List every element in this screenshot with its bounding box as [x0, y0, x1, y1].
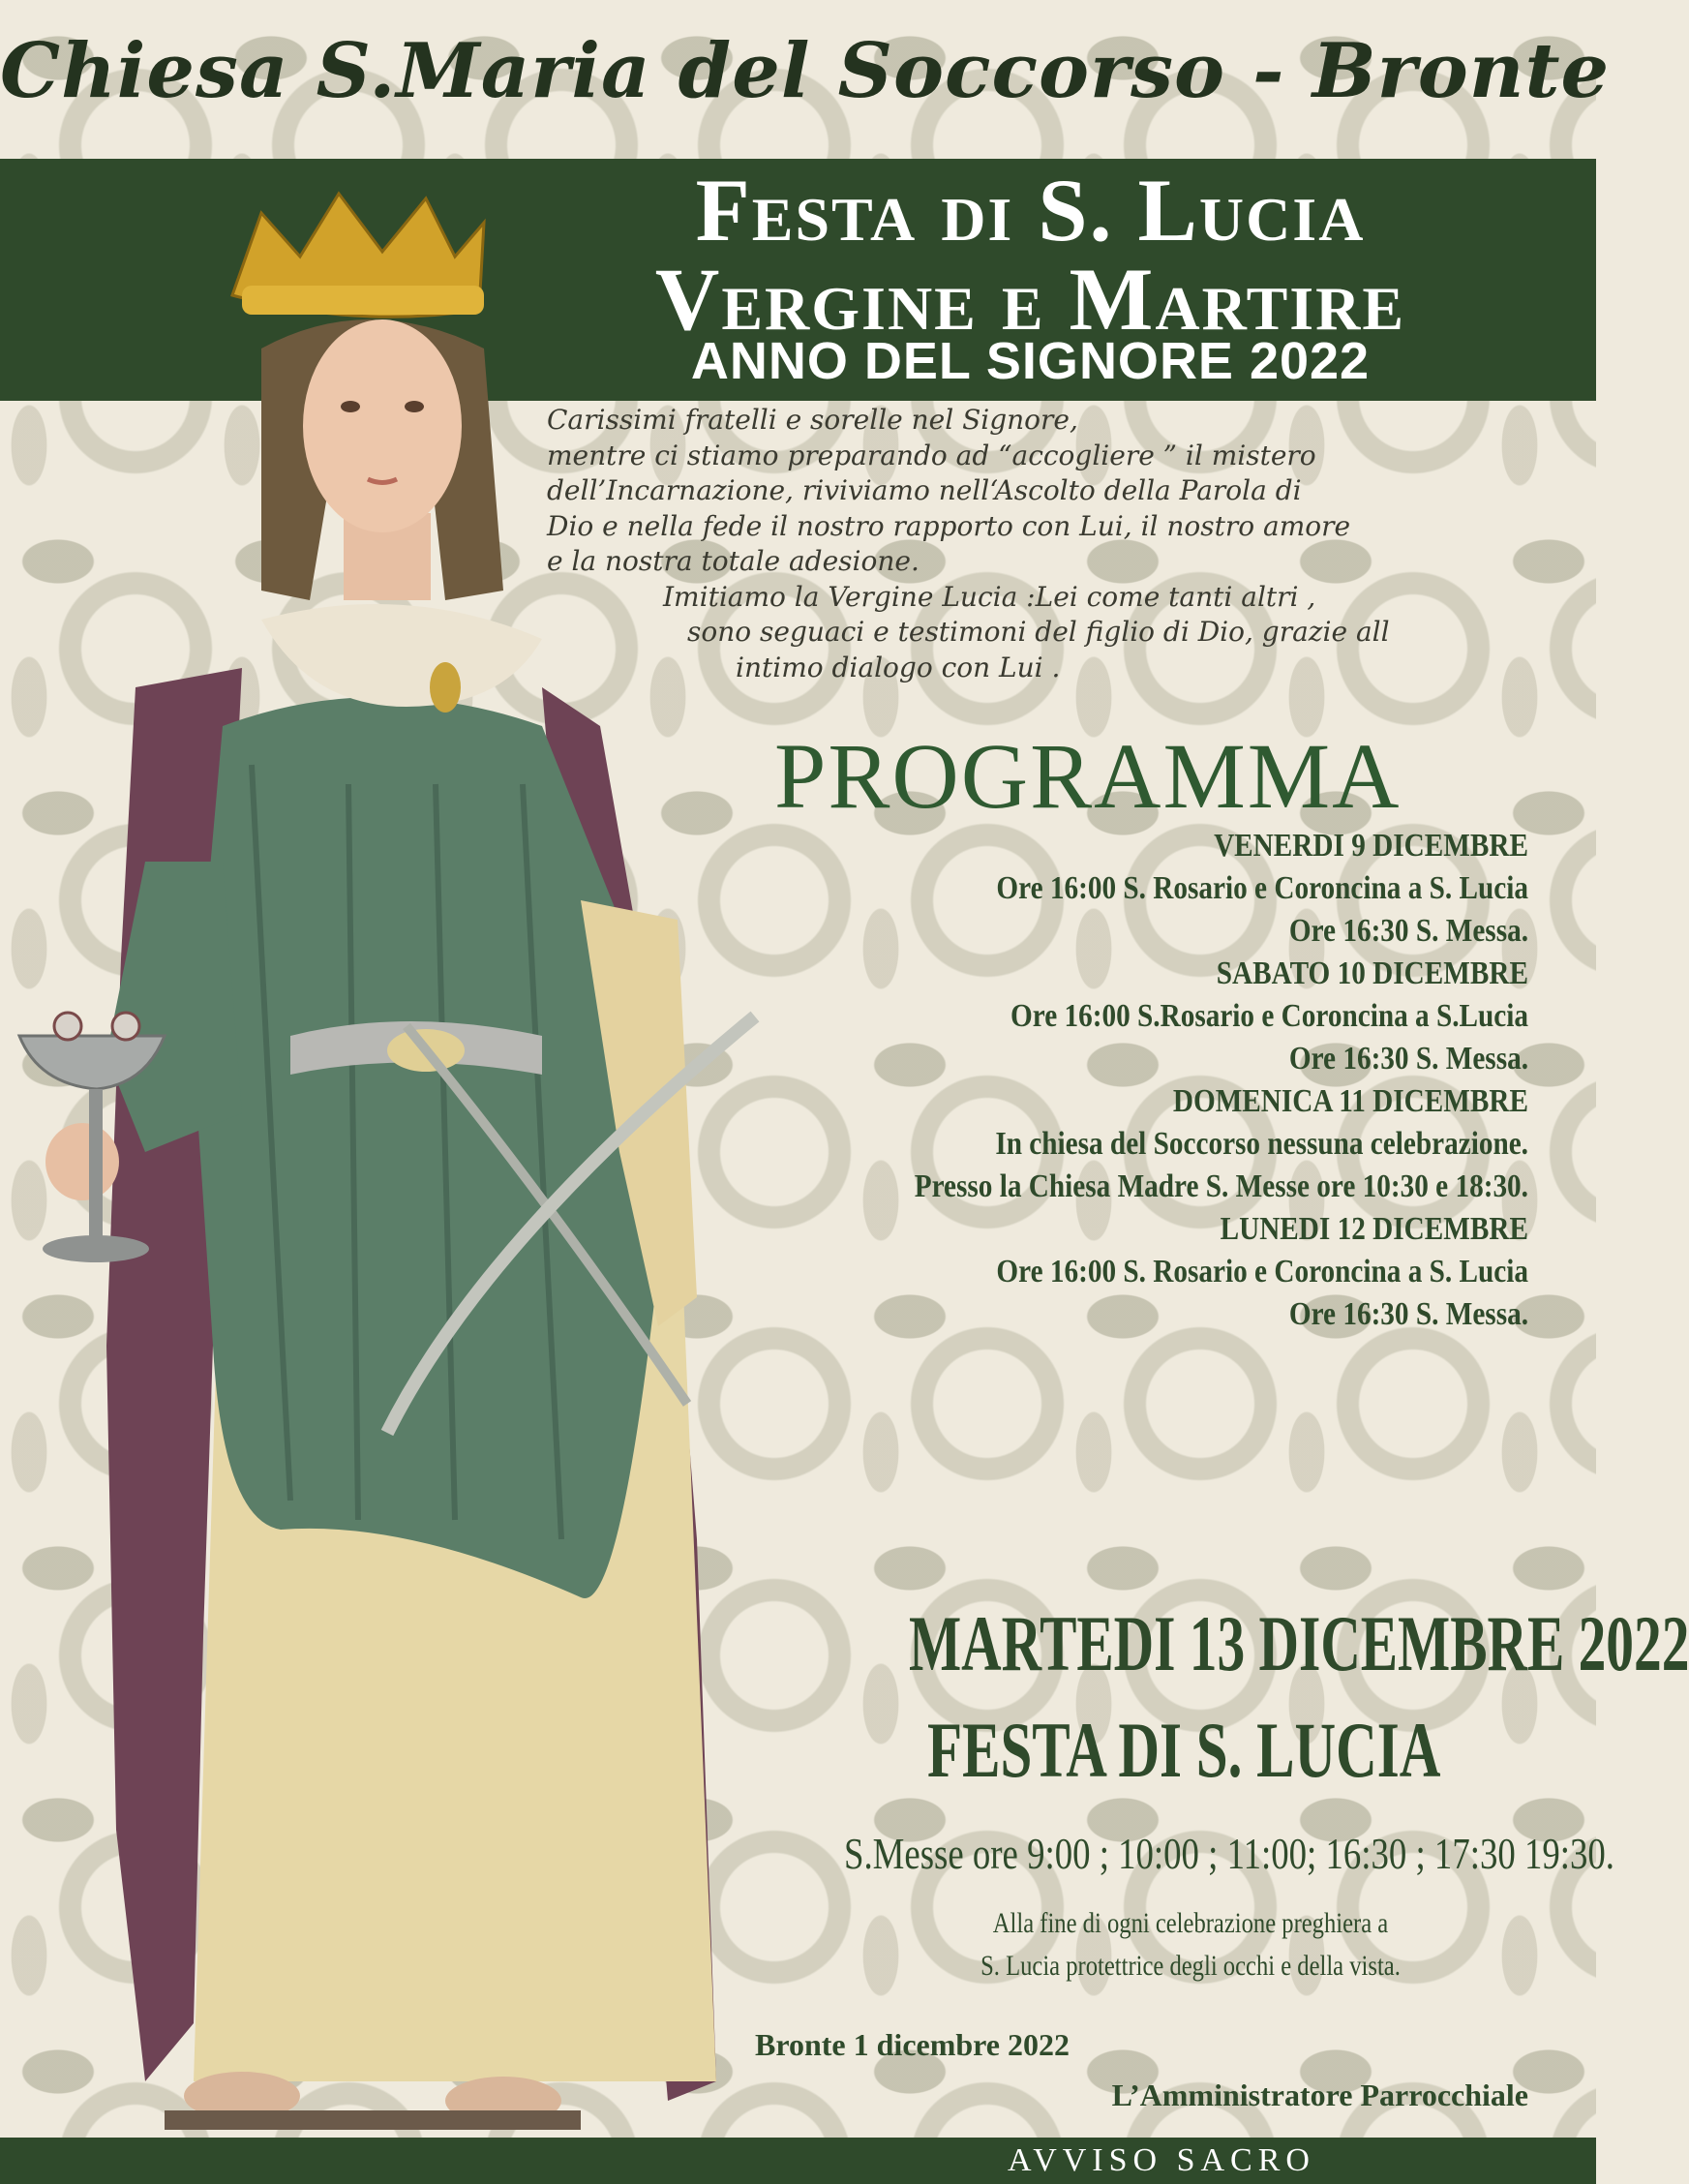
intro-line: Dio e nella fede il nostro rapporto con Lui, il nostro amore — [547, 509, 1351, 542]
feast-title: FESTA DI S. LUCIA — [927, 1706, 1441, 1794]
intro-line: Carissimi fratelli e sorelle nel Signore, — [547, 404, 1078, 436]
feast-masses: S.Messe ore 9:00 ; 10:00 ; 11:00; 16:30 ; 17:30 19:30. — [844, 1829, 1614, 1878]
schedule-item: Ore 16:00 S. Rosario e Coroncina a S. Lucia — [996, 1254, 1528, 1289]
footer-label: AVVISO SACRO — [1008, 2142, 1315, 2178]
schedule-item: Ore 16:00 S.Rosario e Coroncina a S.Lucia — [1010, 998, 1528, 1034]
feast-note — [928, 1902, 1452, 1987]
schedule-day: DOMENICA 11 DICEMBRE — [1172, 1083, 1528, 1119]
intro-line: Imitiamo la Vergine Lucia :Lei come tanti altri , — [663, 580, 1316, 613]
schedule-day: SABATO 10 DICEMBRE — [1216, 956, 1528, 991]
schedule-item: Ore 16:30 S. Messa. — [1288, 1041, 1528, 1077]
intro-message — [547, 403, 1573, 685]
feast-date: MARTEDI 13 DICEMBRE 2022 — [909, 1599, 1689, 1687]
festa-subtitle: Vergine e Martire — [654, 250, 1406, 349]
signature-author: L’Amministratore Parrocchiale — [1111, 2078, 1528, 2112]
schedule-item: Presso la Chiesa Madre S. Messe ore 10:30 e 18:30. — [914, 1168, 1528, 1204]
anno-line: ANNO DEL SIGNORE 2022 — [690, 332, 1371, 390]
footer-bar — [0, 2138, 1596, 2184]
feast-note-line: Alla fine di ogni celebrazione preghiera a — [992, 1907, 1389, 1939]
feast-note-line: S. Lucia protettrice degli occhi e della vista. — [980, 1950, 1401, 1982]
festa-title: Festa di S. Lucia — [695, 161, 1366, 259]
intro-line: e la nostra totale adesione. — [547, 545, 920, 577]
programma-title: PROGRAMMA — [774, 724, 1402, 828]
schedule-day: LUNEDI 12 DICEMBRE — [1220, 1211, 1528, 1247]
schedule — [657, 825, 1528, 1336]
schedule-item: Ore 16:30 S. Messa. — [1288, 1296, 1528, 1332]
schedule-item: In chiesa del Soccorso nessuna celebrazione. — [995, 1126, 1528, 1162]
schedule-day: VENERDI 9 DICEMBRE — [1214, 828, 1528, 864]
signature-date: Bronte 1 dicembre 2022 — [755, 2027, 1070, 2062]
schedule-item: Ore 16:30 S. Messa. — [1288, 913, 1528, 949]
schedule-item: Ore 16:00 S. Rosario e Coroncina a S. Lucia — [996, 870, 1528, 906]
intro-line: sono seguaci e testimoni del figlio di Dio, grazie all — [687, 616, 1390, 648]
intro-line: dell’Incarnazione, riviviamo nell‘Ascolto della Parola di — [547, 474, 1302, 506]
church-title: Chiesa S.Maria del Soccorso - Bronte — [0, 27, 1611, 115]
intro-line: mentre ci stiamo preparando ad “accogliere ” il mistero — [547, 439, 1316, 471]
intro-line: intimo dialogo con Lui . — [736, 651, 1061, 683]
